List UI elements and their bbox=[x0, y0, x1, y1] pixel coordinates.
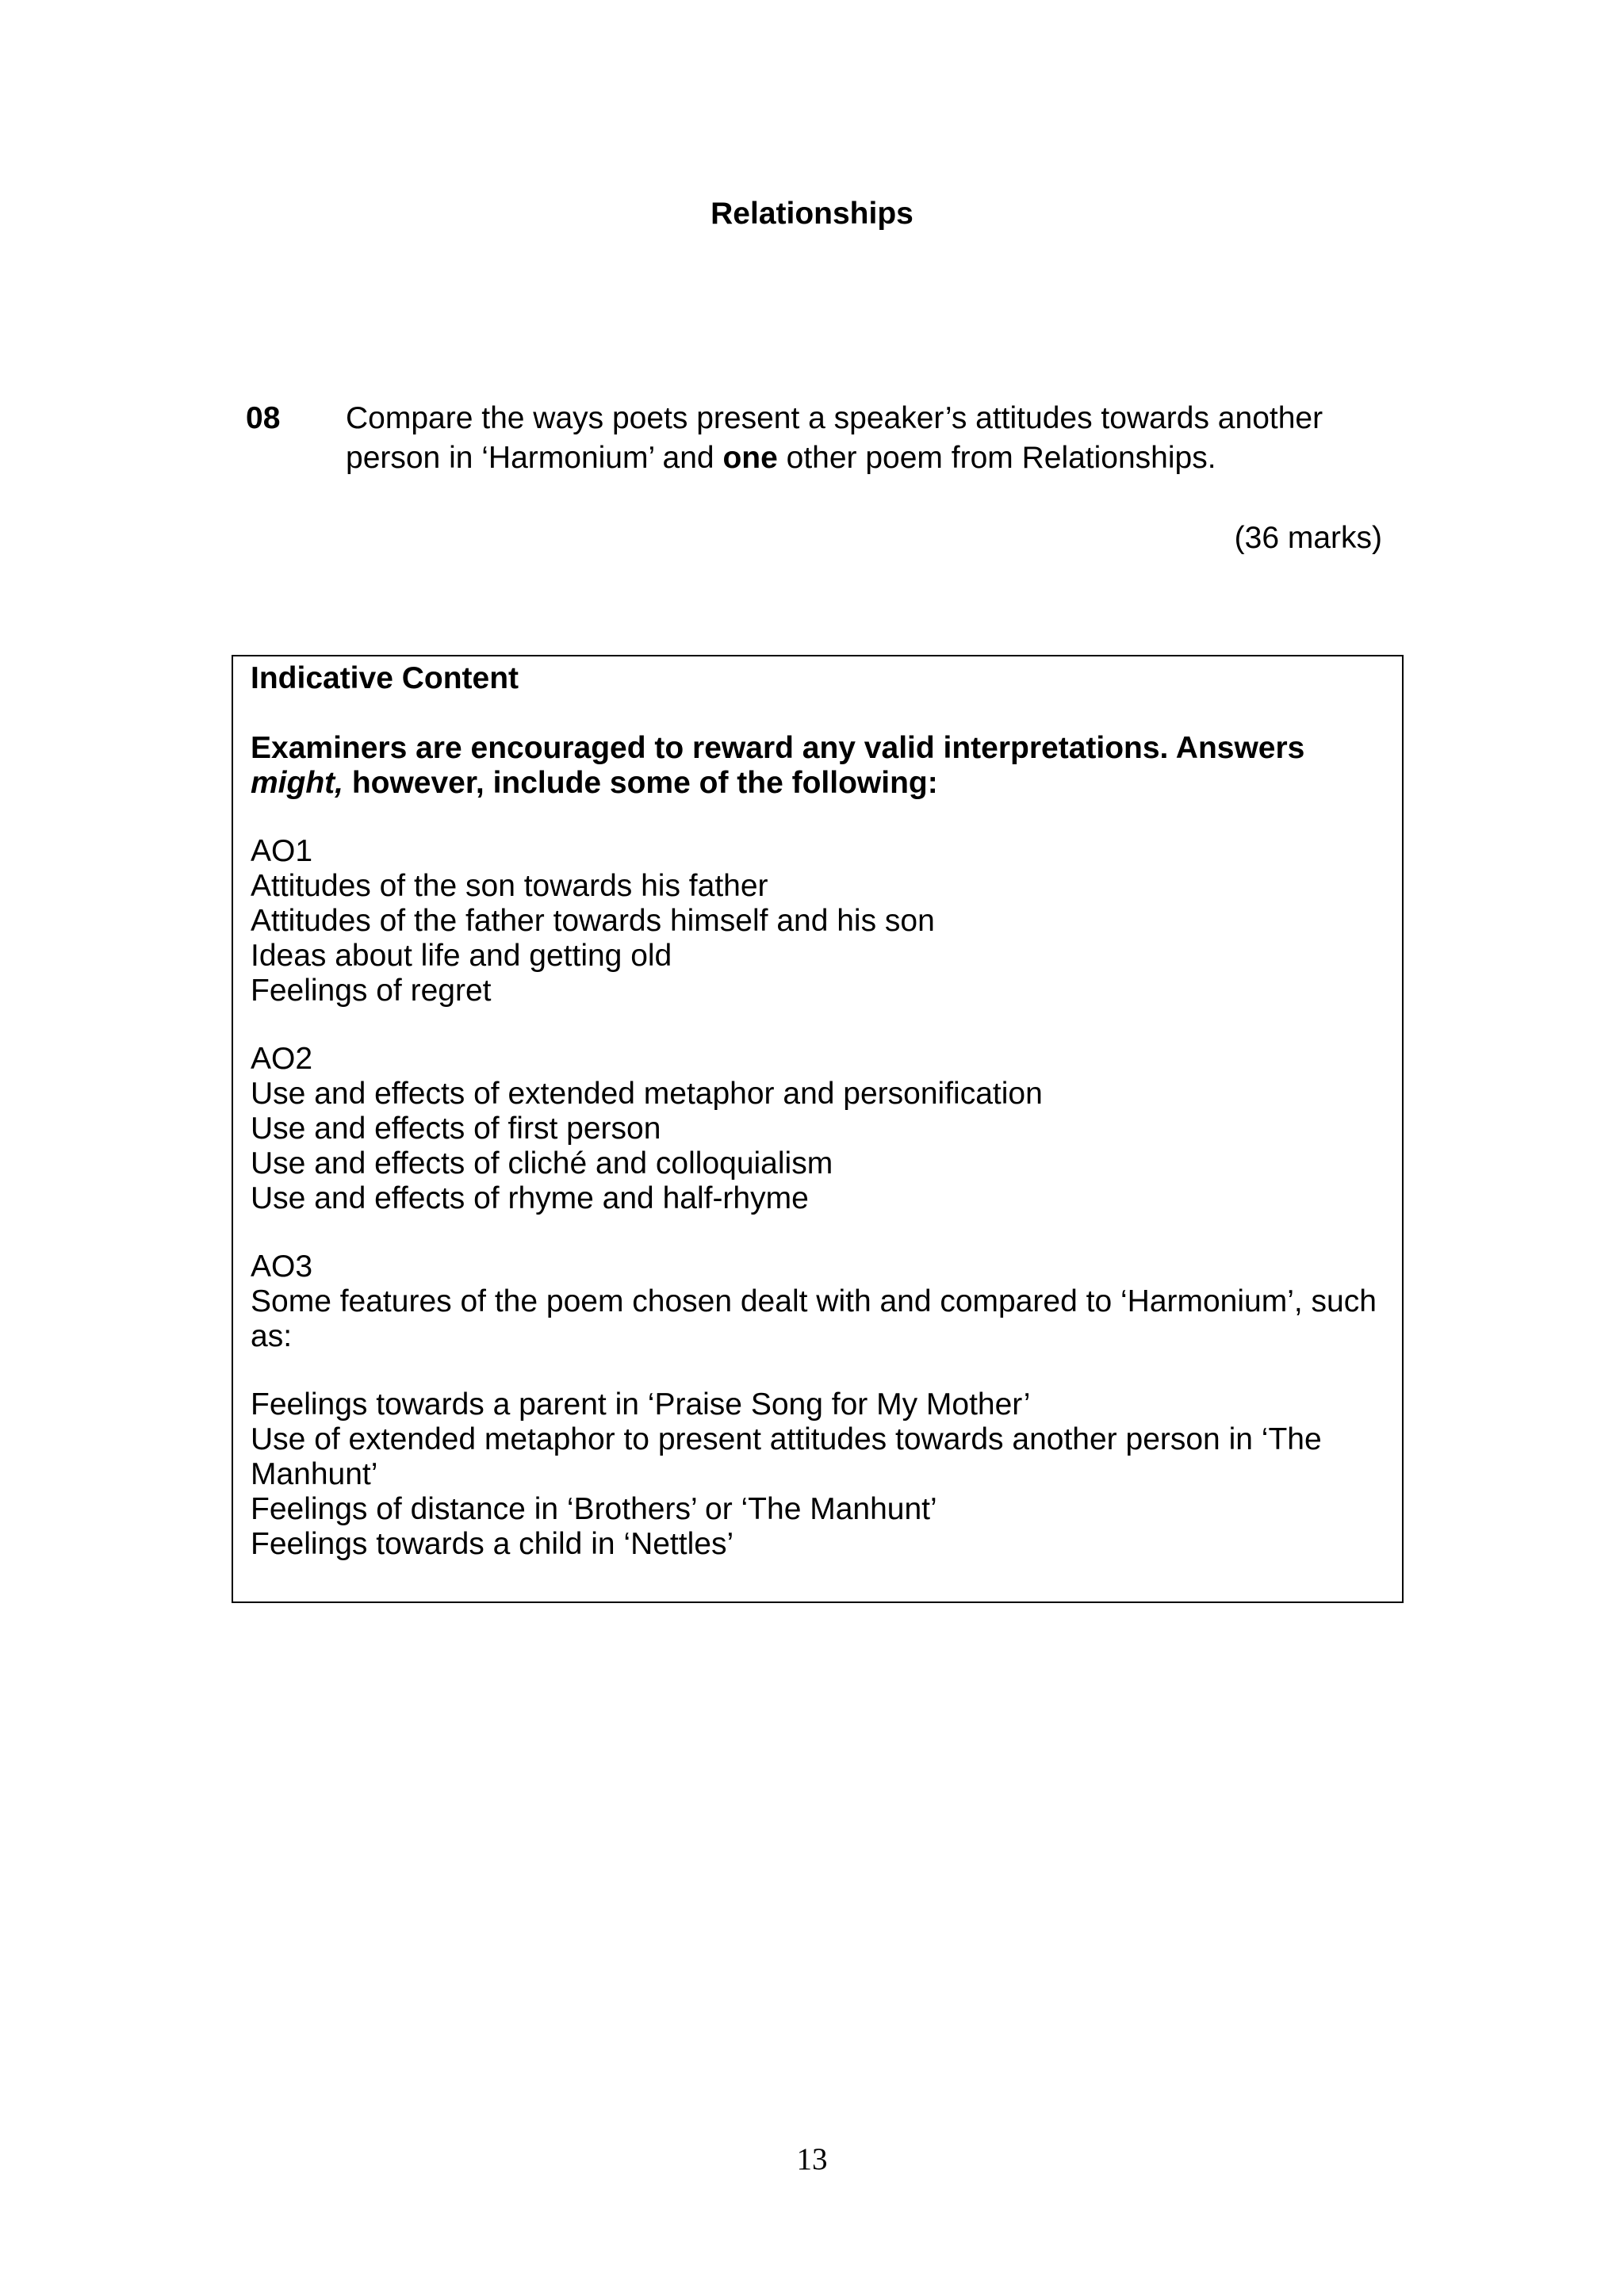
ao1-item: Attitudes of the father towards himself and his son bbox=[251, 904, 935, 938]
question-text-part1: Compare the ways poets present a speaker’s attitudes towards another person in ‘Harmonium’ and bbox=[346, 401, 1323, 475]
question-text-emphasis: one bbox=[722, 441, 778, 475]
ao2-item: Use and effects of cliché and colloquialism bbox=[251, 1146, 833, 1181]
examiner-guidance-part2: however, include some of the following: bbox=[343, 766, 938, 800]
example-item: Feelings towards a child in ‘Nettles’ bbox=[251, 1527, 734, 1561]
comparison-examples bbox=[251, 1387, 1385, 1562]
ao1-label: AO1 bbox=[251, 834, 313, 868]
ao2-item: Use and effects of rhyme and half-rhyme bbox=[251, 1181, 809, 1215]
ao1-item: Attitudes of the son towards his father bbox=[251, 869, 768, 903]
examiner-guidance-italic: might, bbox=[251, 766, 343, 800]
ao2-label: AO2 bbox=[251, 1042, 313, 1076]
question-text-part2: other poem from Relationships. bbox=[777, 441, 1216, 475]
section-title: Relationships bbox=[710, 197, 914, 231]
examiner-guidance-part1: Examiners are encouraged to reward any valid interpretations. Answers bbox=[251, 731, 1305, 765]
ao3-label: AO3 bbox=[251, 1249, 313, 1284]
marks-label: (36 marks) bbox=[1234, 521, 1382, 555]
ao2-section bbox=[251, 1042, 1385, 1216]
ao1-section bbox=[251, 834, 1385, 1008]
indicative-content-heading: Indicative Content bbox=[251, 661, 519, 695]
ao2-item: Use and effects of first person bbox=[251, 1112, 661, 1146]
ao3-item: Some features of the poem chosen dealt with and compared to ‘Harmonium’, such as: bbox=[251, 1284, 1377, 1353]
examiner-guidance bbox=[251, 731, 1385, 801]
example-item: Feelings towards a parent in ‘Praise Song for My Mother’ bbox=[251, 1387, 1031, 1422]
ao1-item: Ideas about life and getting old bbox=[251, 939, 672, 973]
example-item: Feelings of distance in ‘Brothers’ or ‘The Manhunt’ bbox=[251, 1492, 937, 1526]
indicative-content-box bbox=[232, 655, 1404, 1603]
question-text bbox=[346, 399, 1392, 478]
example-item: Use of extended metaphor to present attitudes towards another person in ‘The Manhunt’ bbox=[251, 1422, 1322, 1491]
ao3-section bbox=[251, 1249, 1385, 1354]
page-number: 13 bbox=[796, 2142, 828, 2176]
question-number: 08 bbox=[246, 401, 281, 435]
ao2-item: Use and effects of extended metaphor and personification bbox=[251, 1077, 1043, 1111]
ao1-item: Feelings of regret bbox=[251, 974, 492, 1008]
